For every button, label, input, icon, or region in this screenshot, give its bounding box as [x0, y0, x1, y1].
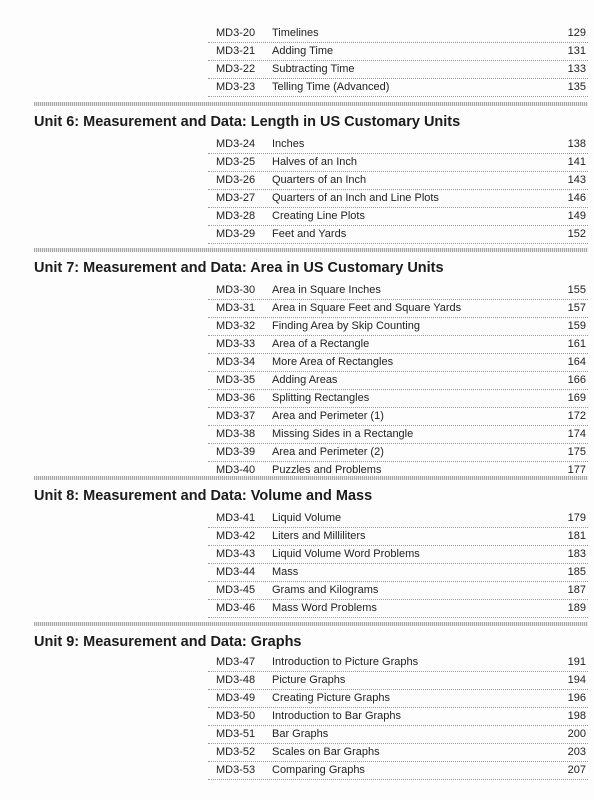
lesson-title: Picture Graphs: [272, 674, 346, 686]
lesson-title: Area of a Rectangle: [272, 338, 370, 350]
lesson-code: MD3-24: [216, 138, 256, 150]
page-number: 161: [567, 338, 586, 350]
page-number: 149: [567, 210, 586, 222]
page-number: 183: [567, 548, 586, 560]
lesson-row: [208, 672, 588, 690]
lesson-list: [208, 510, 588, 618]
page-number: 185: [567, 566, 586, 578]
lesson-row: [208, 136, 588, 154]
page-number: 191: [567, 656, 586, 668]
lesson-code: MD3-41: [216, 512, 256, 524]
lesson-title: Telling Time (Advanced): [272, 81, 390, 93]
lesson-code: MD3-51: [216, 728, 256, 740]
lesson-title: Liquid Volume: [272, 512, 342, 524]
lesson-row: [208, 336, 588, 354]
page-number: 159: [567, 320, 586, 332]
lesson-row: [208, 690, 588, 708]
lesson-title: Missing Sides in a Rectangle: [272, 428, 414, 440]
lesson-title: Inches: [272, 138, 305, 150]
page-number: 166: [567, 374, 586, 386]
section-divider: [34, 102, 588, 106]
page-number: 131: [567, 45, 586, 57]
lesson-code: MD3-53: [216, 764, 256, 776]
lesson-code: MD3-21: [216, 45, 256, 57]
lesson-code: MD3-44: [216, 566, 256, 578]
lesson-title: Bar Graphs: [272, 728, 329, 740]
page-number: 157: [567, 302, 586, 314]
lesson-row: [208, 61, 588, 79]
unit-heading: Unit 8: Measurement and Data: Volume and Mass: [34, 488, 373, 504]
lesson-code: MD3-49: [216, 692, 256, 704]
page-number: 143: [567, 174, 586, 186]
lesson-title: Splitting Rectangles: [272, 392, 370, 404]
lesson-title: Mass: [272, 566, 299, 578]
lesson-row: [208, 426, 588, 444]
lesson-title: Adding Time: [272, 45, 334, 57]
lesson-code: MD3-27: [216, 192, 256, 204]
lesson-row: [208, 25, 588, 43]
lesson-title: Area and Perimeter (2): [272, 446, 384, 458]
lesson-row: [208, 762, 588, 780]
lesson-code: MD3-50: [216, 710, 256, 722]
lesson-title: Feet and Yards: [272, 228, 347, 240]
page-number: 175: [567, 446, 586, 458]
lesson-title: Finding Area by Skip Counting: [272, 320, 420, 332]
lesson-title: Area and Perimeter (1): [272, 410, 384, 422]
lesson-list: [208, 25, 588, 97]
lesson-row: [208, 372, 588, 390]
lesson-code: MD3-37: [216, 410, 256, 422]
lesson-title: Adding Areas: [272, 374, 338, 386]
page-number: 129: [567, 27, 586, 39]
lesson-title: Creating Line Plots: [272, 210, 365, 222]
lesson-code: MD3-22: [216, 63, 256, 75]
lesson-row: [208, 546, 588, 564]
lesson-title: Area in Square Feet and Square Yards: [272, 302, 462, 314]
lesson-title: Quarters of an Inch: [272, 174, 367, 186]
page-number: 138: [567, 138, 586, 150]
lesson-code: MD3-38: [216, 428, 256, 440]
lesson-code: MD3-39: [216, 446, 256, 458]
lesson-code: MD3-20: [216, 27, 256, 39]
lesson-title: Grams and Kilograms: [272, 584, 379, 596]
page-number: 200: [567, 728, 586, 740]
lesson-row: [208, 300, 588, 318]
lesson-row: [208, 43, 588, 61]
lesson-code: MD3-30: [216, 284, 256, 296]
page-number: 203: [567, 746, 586, 758]
unit-heading: Unit 9: Measurement and Data: Graphs: [34, 634, 302, 650]
page-number: 146: [567, 192, 586, 204]
lesson-code: MD3-33: [216, 338, 256, 350]
lesson-title: Creating Picture Graphs: [272, 692, 390, 704]
lesson-row: [208, 354, 588, 372]
page-number: 169: [567, 392, 586, 404]
page-number: 164: [567, 356, 586, 368]
unit-heading: Unit 6: Measurement and Data: Length in US Customary Units: [34, 114, 461, 130]
lesson-title: More Area of Rectangles: [272, 356, 394, 368]
unit-heading: Unit 7: Measurement and Data: Area in US Customary Units: [34, 260, 444, 276]
lesson-row: [208, 318, 588, 336]
lesson-code: MD3-46: [216, 602, 256, 614]
lesson-code: MD3-48: [216, 674, 256, 686]
lesson-row: [208, 444, 588, 462]
lesson-title: Quarters of an Inch and Line Plots: [272, 192, 439, 204]
page-number: 198: [567, 710, 586, 722]
lesson-code: MD3-36: [216, 392, 256, 404]
lesson-row: [208, 654, 588, 672]
lesson-row: [208, 726, 588, 744]
page-number: 155: [567, 284, 586, 296]
lesson-row: [208, 208, 588, 226]
lesson-code: MD3-29: [216, 228, 256, 240]
page-number: 133: [567, 63, 586, 75]
lesson-row: [208, 79, 588, 97]
lesson-code: MD3-45: [216, 584, 256, 596]
lesson-title: Timelines: [272, 27, 319, 39]
page-number: 135: [567, 81, 586, 93]
lesson-row: [208, 528, 588, 546]
lesson-title: Halves of an Inch: [272, 156, 357, 168]
lesson-title: Puzzles and Problems: [272, 464, 382, 476]
lesson-code: MD3-47: [216, 656, 256, 668]
lesson-code: MD3-34: [216, 356, 256, 368]
lesson-row: [208, 172, 588, 190]
lesson-row: [208, 708, 588, 726]
lesson-row: [208, 154, 588, 172]
section-divider: [34, 476, 588, 480]
page-number: 189: [567, 602, 586, 614]
lesson-row: [208, 390, 588, 408]
lesson-code: MD3-26: [216, 174, 256, 186]
lesson-title: Area in Square Inches: [272, 284, 381, 296]
lesson-code: MD3-42: [216, 530, 256, 542]
lesson-title: Scales on Bar Graphs: [272, 746, 380, 758]
lesson-title: Liters and Milliliters: [272, 530, 366, 542]
lesson-row: [208, 564, 588, 582]
page-number: 194: [567, 674, 586, 686]
lesson-row: [208, 226, 588, 244]
lesson-list: [208, 282, 588, 480]
page-number: 141: [567, 156, 586, 168]
section-divider: [34, 622, 588, 626]
lesson-row: [208, 282, 588, 300]
lesson-code: MD3-32: [216, 320, 256, 332]
lesson-code: MD3-43: [216, 548, 256, 560]
page-number: 207: [567, 764, 586, 776]
lesson-code: MD3-31: [216, 302, 256, 314]
page-number: 152: [567, 228, 586, 240]
page-number: 196: [567, 692, 586, 704]
lesson-list: [208, 654, 588, 780]
lesson-row: [208, 190, 588, 208]
page-number: 181: [567, 530, 586, 542]
lesson-code: MD3-25: [216, 156, 256, 168]
page-number: 174: [567, 428, 586, 440]
lesson-code: MD3-23: [216, 81, 256, 93]
lesson-row: [208, 600, 588, 618]
page-number: 172: [567, 410, 586, 422]
lesson-code: MD3-40: [216, 464, 256, 476]
lesson-title: Subtracting Time: [272, 63, 355, 75]
lesson-code: MD3-52: [216, 746, 256, 758]
lesson-code: MD3-28: [216, 210, 256, 222]
page-number: 179: [567, 512, 586, 524]
page-number: 187: [567, 584, 586, 596]
lesson-title: Introduction to Bar Graphs: [272, 710, 402, 722]
lesson-row: [208, 744, 588, 762]
lesson-title: Liquid Volume Word Problems: [272, 548, 420, 560]
lesson-row: [208, 408, 588, 426]
lesson-row: [208, 582, 588, 600]
lesson-list: [208, 136, 588, 244]
lesson-title: Introduction to Picture Graphs: [272, 656, 419, 668]
section-divider: [34, 248, 588, 252]
page-number: 177: [567, 464, 586, 476]
lesson-code: MD3-35: [216, 374, 256, 386]
lesson-title: Mass Word Problems: [272, 602, 377, 614]
lesson-row: [208, 510, 588, 528]
lesson-title: Comparing Graphs: [272, 764, 365, 776]
